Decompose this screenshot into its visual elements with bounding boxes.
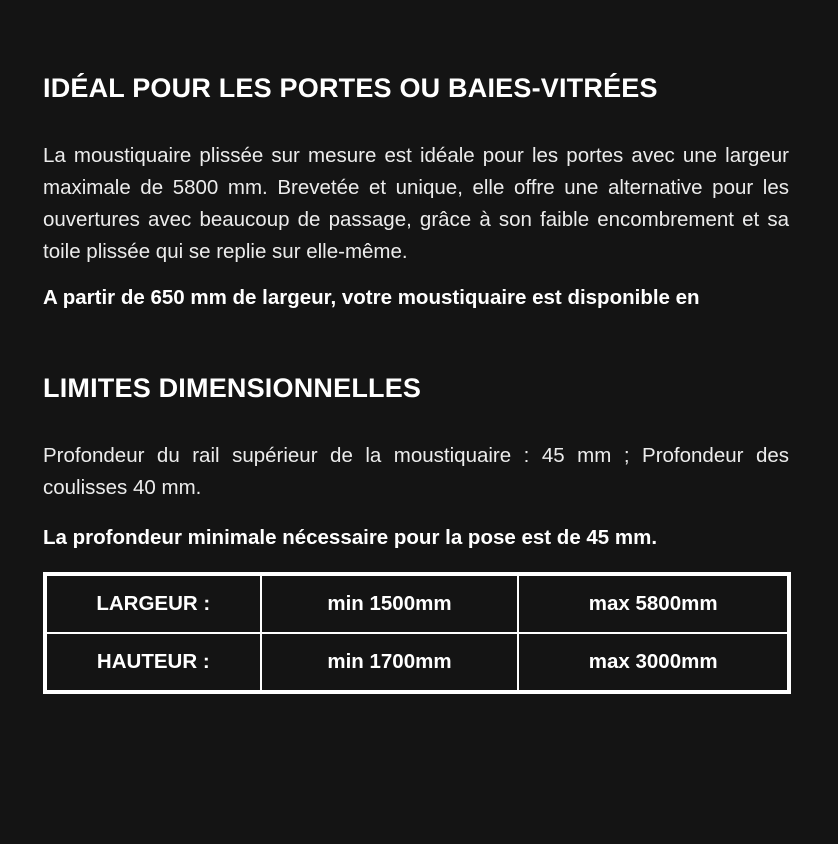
minimum-depth-note: La profondeur minimale nécessaire pour la pose est de 45 mm. xyxy=(43,526,658,549)
table-cell-label: HAUTEUR : xyxy=(46,633,261,691)
table-row xyxy=(46,575,788,633)
table-row xyxy=(46,633,788,691)
section-heading-limits: LIMITES DIMENSIONNELLES xyxy=(43,373,422,403)
dimensions-table xyxy=(43,572,791,694)
section-heading-ideal: IDÉAL POUR LES PORTES OU BAIES-VITRÉES xyxy=(43,73,658,103)
table-cell-label: LARGEUR : xyxy=(46,575,261,633)
depth-paragraph: Profondeur du rail supérieur de la moustiquaire : 45 mm ; Profondeur des coulisses 40 mm. xyxy=(43,444,789,499)
table-cell-max: max 3000mm xyxy=(518,633,788,691)
main-content xyxy=(43,70,789,694)
table-cell-min: min 1700mm xyxy=(261,633,519,691)
table-cell-max: max 5800mm xyxy=(518,575,788,633)
table-cell-min: min 1500mm xyxy=(261,575,519,633)
section-paragraph-ideal: La moustiquaire plissée sur mesure est idéale pour les portes avec une largeur maximale de 5800 mm. Brevetée et unique, elle offre une alternative pour les ouvertures avec beaucoup de passage, grâce à son faible encombrement et sa toile plissée qui se replie sur elle-même. xyxy=(43,144,789,263)
availability-note: A partir de 650 mm de largeur, votre moustiquaire est disponible en xyxy=(43,286,700,309)
